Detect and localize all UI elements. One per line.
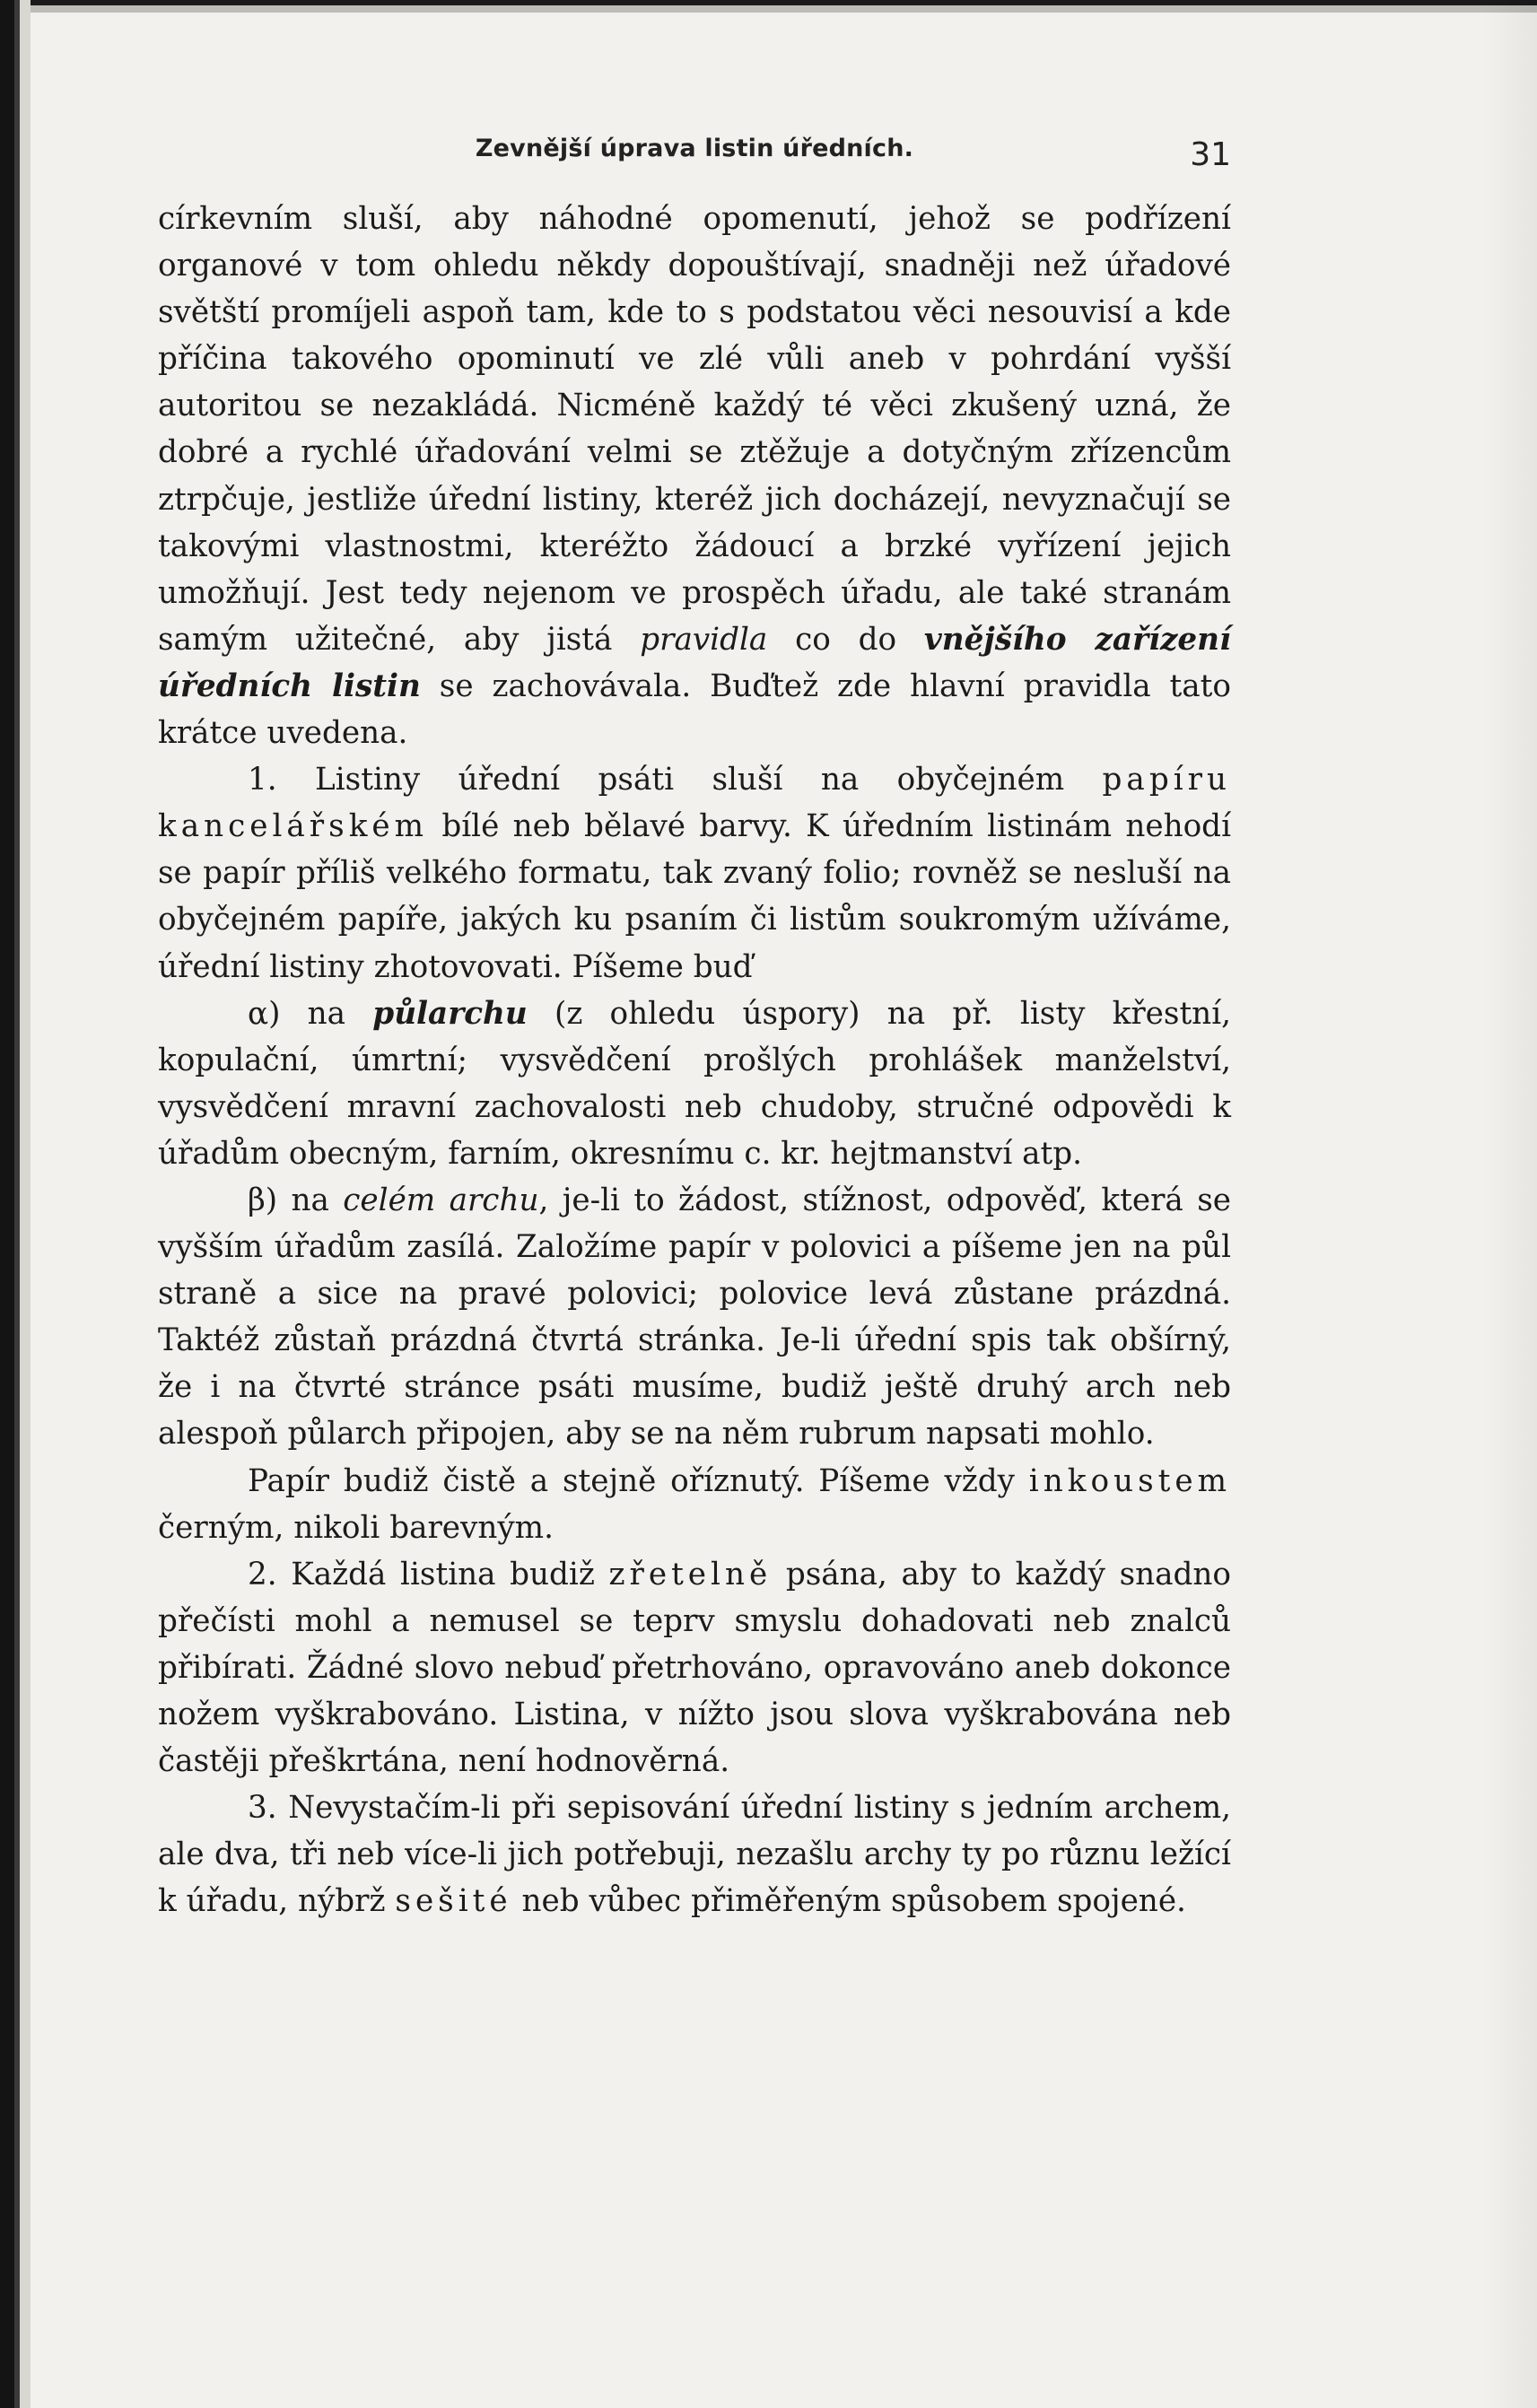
page-top-edge [0,0,1537,13]
paragraph-alpha [158,990,1231,1177]
paragraph-paper [158,1458,1231,1551]
text-run: (z ohledu úspory) na př. listy křestní, kopulační, úmrtní; vysvědčení prošlých prohlášek manželství, vysvědčení mravní zachovalosti neb chudoby, stručné odpovědi k úřadům obecným, farním, okresnímu c. kr. hejtmanství atp. [158,995,1231,1172]
page-number: 31 [1190,136,1231,173]
paragraph-beta [158,1177,1231,1458]
book-spine-edge [0,0,31,2408]
paragraph-rule-2 [158,1551,1231,1784]
paragraph-rule-1 [158,756,1231,990]
italic-term: celém archu [343,1182,539,1218]
spaced-term: inkoustem [1028,1462,1231,1499]
italic-term: půlarchu [372,995,528,1032]
text-run: 2. Každá listina budiž [248,1556,609,1592]
italic-term: vnějšího zařízení úředních listin [158,621,1231,704]
text-run: , je-li to žádost, stížnost, odpověď, která se vyšším úřadům zasílá. Založíme papír v polovici a píšeme jen na půl straně a sice na pravé polovici; polovice levá zůstane prázdná. Taktéž zůstaň prázdná čtvrtá stránka. Je-li úřední spis tak obšírný, že i na čtvrté stránce psáti musíme, budiž ještě druhý arch neb alespoň půlarch připojen, aby se na něm rubrum napsati mohlo. [158,1182,1231,1453]
text-run: Papír budiž čistě a stejně oříznutý. Píšeme vždy [248,1462,1029,1499]
text-run: β) na [248,1182,344,1218]
text-run: 1. Listiny úřední psáti sluší na obyčejném [248,762,1103,798]
paragraph-rule-3 [158,1784,1231,1924]
spaced-term: papíru kancelářském [158,762,1231,845]
text-run: černým, nikoli barevným. [158,1509,554,1546]
text-run: bílé neb bělavé barvy. K úředním listinám nehodí se papír příliš velkého formatu, tak zvaný folio; rovněž se nesluší na obyčejném papíře, jakých ku psaním či listům soukromým užíváme, úřední listiny zhotovovati. Píšeme buď [158,808,1231,985]
text-run: co do [767,621,924,658]
page-header [158,135,1231,179]
text-run: 3. Nevystačím-li při sepisování úřední listiny s jedním archem, ale dva, tři neb více-li jich potřebuji, nezašlu archy ty po různu ležící k úřadu, nýbrž [158,1790,1231,1920]
text-run: neb vůbec přiměřeným spůsobem spojené. [511,1883,1186,1920]
text-run: psána, aby to každý snadno přečísti mohl a nemusel se teprv smyslu dohadovati neb znalců přibírati. Žádné slovo nebuď přetrhováno, opravováno aneb dokonce nožem vyškrabováno. Listina, v nížto jsou slova vyškrabována neb častěji přeškrtána, není hodnověrná. [158,1556,1231,1780]
running-head: Zevnější úprava listin úředních. [475,135,914,162]
text-run: církevním sluší, aby náhodné opomenutí, jehož se podřízení organové v tom ohledu někdy dopouštívají, snadněji než úřadové světští promíjeli aspoň tam, kde to s podstatou věci nesouvisí a kde příčina takového opominutí ve zlé vůli aneb v pohrdání vyšší autoritou se nezakládá. Nicméně každý té věci zkušený uzná, že dobré a rychlé úřadování velmi se ztěžuje a dotyčným zřízencům ztrpčuje, jestliže úřední listiny, kteréž jich docházejí, nevyznačují se takovými vlastnostmi, kteréžto žádoucí a brzké vyřízení jejich umožňují. Jest tedy nejenom ve prospěch úřadu, ale také stranám samým užitečné, aby jistá [158,201,1231,658]
spaced-term: zřetelně [608,1556,773,1592]
paragraph-intro [158,196,1231,756]
text-run: α) na [248,995,373,1032]
body-text [158,196,1231,1924]
page-shade [1483,0,1537,2408]
text-run: se zachovávala. Buďtež zde hlavní pravidla tato krátce uvedena. [158,667,1231,752]
spaced-term: sešité [395,1883,512,1920]
italic-term: pravidla [640,621,768,658]
